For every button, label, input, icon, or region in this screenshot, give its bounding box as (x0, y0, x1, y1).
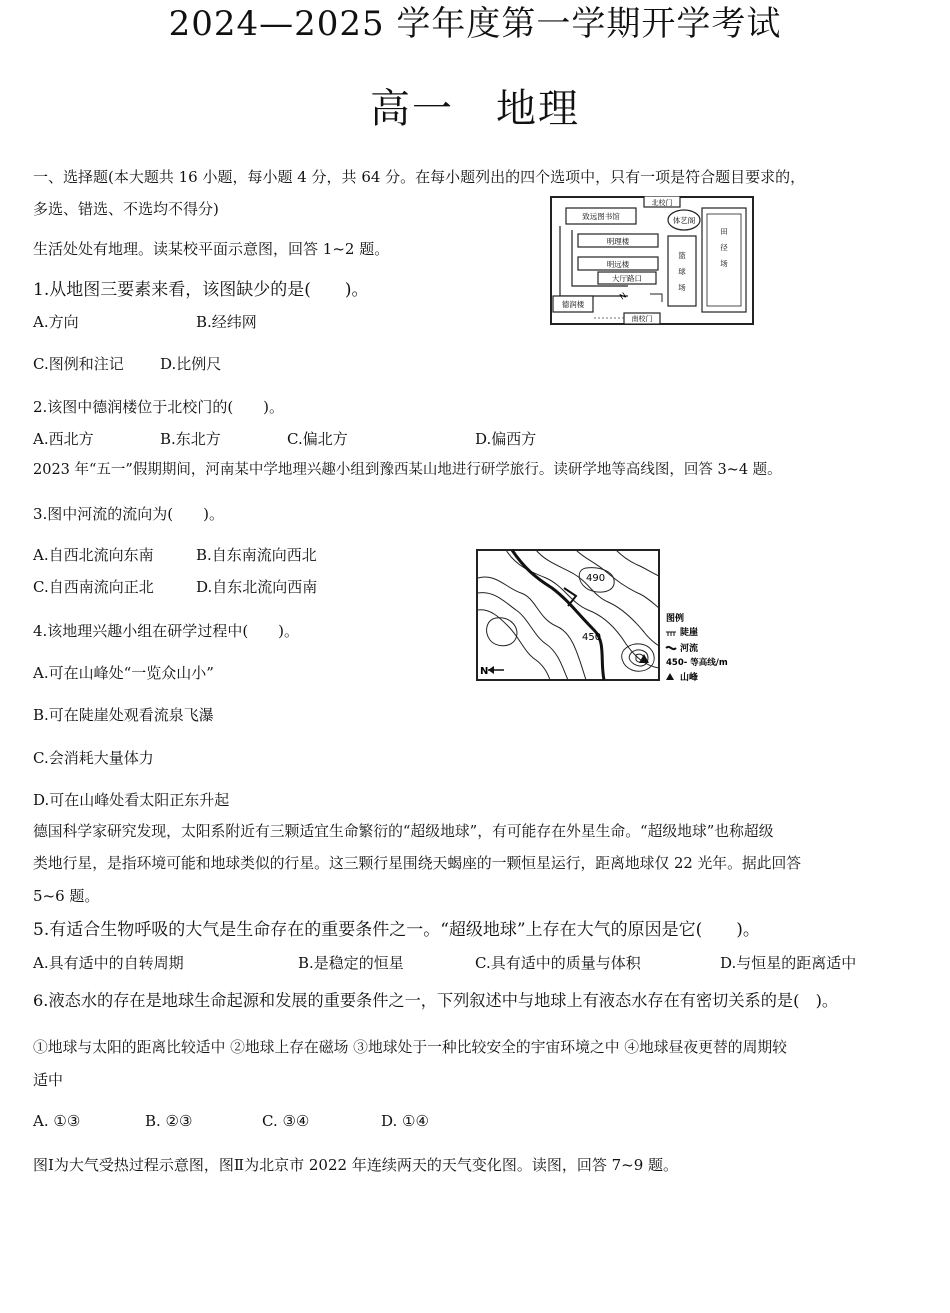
q5-option-b: B.是稳定的恒星 (298, 954, 404, 972)
track-label-3: 场 (720, 259, 728, 268)
q1-option-c: C.图例和注记 (33, 355, 124, 373)
arts-label: 体艺阁 (672, 216, 696, 225)
legend-river-icon (666, 647, 676, 649)
q5-option-a: A.具有适中的自转周期 (33, 954, 184, 972)
q2-option-b: B.东北方 (160, 430, 221, 448)
q2-option-c: C.偏北方 (287, 430, 348, 448)
legend-river: 河流 (680, 644, 699, 654)
q1-stem: 1.从地图三要素来看，该图缺少的是( )。 (33, 280, 369, 300)
q1-option-d: D.比例尺 (160, 355, 222, 373)
contour-map (476, 548, 738, 684)
q3-option-c: C.自西南流向正北 (33, 578, 154, 596)
contour-label-450: 450 (582, 632, 602, 643)
passage-2: 2023 年“五一”假期期间，河南某中学地理兴趣小组到豫西某山地进行研学旅行。读研学地等高线图，回答 3~4 题。 (33, 462, 782, 478)
q6-option-c: C. ③④ (262, 1112, 310, 1130)
q4-option-b: B.可在陡崖处观看流泉飞瀑 (33, 706, 214, 724)
subject-title: 高一 地理 (370, 86, 580, 132)
legend-title: 图例 (666, 614, 685, 624)
legend-contour: 450- 等高线/m (666, 658, 728, 668)
q3-option-a: A.自西北流向东南 (33, 546, 154, 564)
section-intro-line1: 一、选择题(本大题共 16 小题，每小题 4 分，共 64 分。在每小题列出的四个选项中，只有一项是符合题目要求的， (33, 168, 806, 186)
q1-option-b: B.经纬网 (196, 313, 257, 331)
hand-note: N (617, 290, 629, 302)
north-gate-label: 北校门 (651, 199, 673, 207)
q6-option-a: A. ①③ (33, 1112, 81, 1130)
passage-3-line1: 德国科学家研究发现，太阳系附近有三颗适宜生命繁衍的“超级地球”，有可能存在外星生命。“超级地球”也称超级 (33, 823, 774, 840)
q2-option-d: D.偏西方 (475, 430, 537, 448)
q2-stem: 2.该图中德润楼位于北校门的( )。 (33, 398, 285, 416)
q5-option-d: D.与恒星的距离适中 (720, 954, 857, 972)
mingli-label: 明理楼 (606, 237, 630, 246)
hall-label: 大厅路口 (612, 274, 642, 283)
q3-option-d: D.自东北流向西南 (196, 578, 318, 596)
legend-cliff-icon (666, 632, 676, 636)
legend-peak: 山峰 (680, 673, 699, 683)
zhiyuan-label: 明远楼 (606, 260, 630, 269)
q4-option-a: A.可在山峰处“一览众山小” (33, 664, 214, 682)
q4-stem: 4.该地理兴趣小组在研学过程中( )。 (33, 622, 300, 640)
passage-4: 图Ⅰ为大气受热过程示意图，图Ⅱ为北京市 2022 年连续两天的天气变化图。读图，回答 7~9 题。 (33, 1156, 679, 1174)
contour-label-490: 490 (586, 573, 606, 584)
exam-title: 2024—2025 学年度第一学期开学考试 (168, 4, 782, 44)
q4-option-c: C.会消耗大量体力 (33, 749, 154, 767)
q6-option-b: B. ②③ (145, 1112, 193, 1130)
q3-stem: 3.图中河流的流向为( )。 (33, 505, 225, 523)
q6-stem: 6.液态水的存在是地球生命起源和发展的重要条件之一，下列叙述中与地球上有液态水存在有密切关系的是( )。 (33, 991, 839, 1010)
q6-statements-line2: 适中 (33, 1071, 64, 1089)
basketball-label-3: 场 (678, 283, 686, 292)
legend-cliff: 陡崖 (680, 628, 699, 638)
passage-3-line2: 类地行星，是指环境可能和地球类似的行星。这三颗行星围绕天蝎座的一颗恒星运行，距离地球仅 22 光年。据此回答 (33, 855, 802, 872)
q6-option-d: D. ①④ (381, 1112, 429, 1130)
section-intro-line2: 多选、错选、不选均不得分) (33, 200, 219, 218)
track-label-2: 径 (720, 243, 728, 252)
q1-option-a: A.方向 (33, 313, 79, 331)
library-label: 致远图书馆 (582, 212, 620, 221)
q5-option-c: C.具有适中的质量与体积 (475, 954, 641, 972)
track-label-1: 田 (720, 227, 728, 236)
campus-map (550, 196, 754, 326)
legend-peak-icon (666, 673, 674, 680)
q2-option-a: A.西北方 (33, 430, 94, 448)
basketball-label-1: 篮 (678, 251, 686, 260)
passage-3-line3: 5~6 题。 (33, 887, 100, 905)
derun-label: 德润楼 (561, 300, 585, 309)
north-label: N (480, 666, 489, 677)
basketball-label-2: 球 (678, 267, 686, 276)
passage-1: 生活处处有地理。读某校平面示意图，回答 1~2 题。 (33, 240, 390, 258)
q3-option-b: B.自东南流向西北 (196, 546, 317, 564)
q6-statements-line1: ①地球与太阳的距离比较适中 ②地球上存在磁场 ③地球处于一种比较安全的宇宙环境之中 ④地球昼夜更替的周期较 (33, 1039, 787, 1056)
south-gate-label: 南校门 (631, 315, 653, 323)
q5-stem: 5.有适合生物呼吸的大气是生命存在的重要条件之一。“超级地球”上存在大气的原因是它( )。 (33, 920, 760, 940)
q4-option-d: D.可在山峰处看太阳正东升起 (33, 791, 230, 809)
